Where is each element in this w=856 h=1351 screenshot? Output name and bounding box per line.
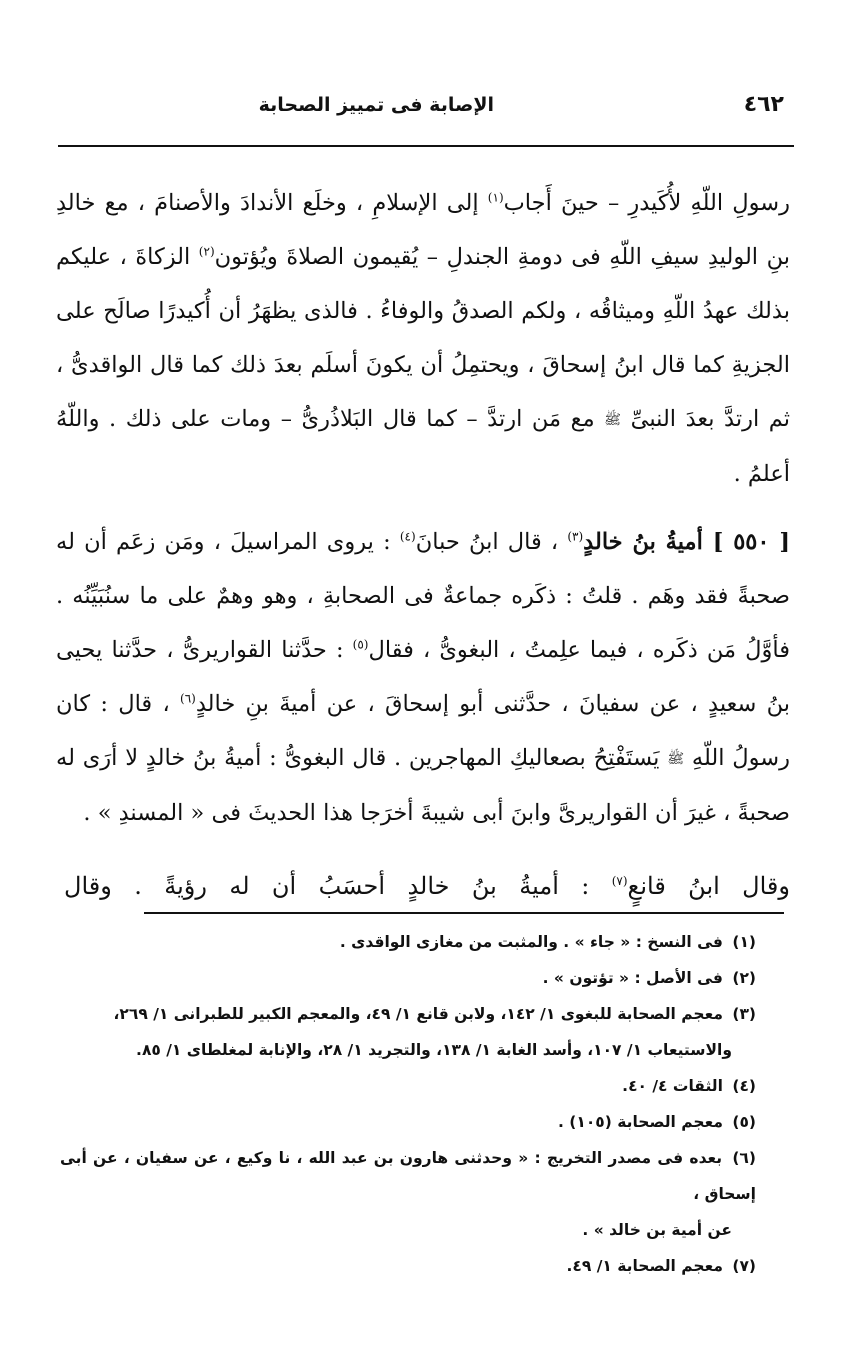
- footnote-7: [60, 1248, 756, 1284]
- paragraph-2-entry-550: [56, 515, 790, 840]
- page-header: [60, 92, 784, 132]
- text-span: وقال ابنُ قانعٍ: [627, 872, 790, 900]
- text-span: رسولِ اللّهِ لأُكَيدرِ – حينَ أَجاب: [503, 190, 790, 216]
- text-span: الزكاةَ ، عليكم بذلك عهدُ اللّهِ وميثاقُه ، ولكم الصدقُ والوفاءُ . فالذى يظهَرُ أن أُكيدرًا صالَح على الجزيةِ كما قال ابنُ إسحاقَ ، ويحتمِلُ أن يكونَ أسلَم بعدَ ذلك كما قال الواقدىُّ ، ثم ارتدَّ بعدَ النبىِّ: [56, 244, 790, 432]
- footnote-number: (٧): [732, 1257, 756, 1275]
- footnote-3-continuation: والاستيعاب ١/ ١٠٧، وأسد الغابة ١/ ١٣٨، والتجريد ١/ ٢٨، والإنابة لمغلطاى ١/ ٨٥.: [136, 1041, 732, 1059]
- entry-number: [ ٥٥٠ ]: [702, 529, 790, 555]
- text-span: : حدَّثنا القواريرىُّ ، حدَّثنا يحيى بنُ سعيدٍ ، عن سفيانَ ، حدَّثنى أبو إسحاقَ ، عن أميةَ بنِ خالدٍ: [56, 637, 790, 717]
- footnote-text: فى الأصل : « تؤتون » .: [542, 969, 723, 987]
- footnote-ref-4: (٤): [399, 529, 416, 544]
- text-span: ، قال ابنُ حبانَ: [415, 529, 568, 555]
- footnote-ref-1: (١): [487, 190, 504, 205]
- footnote-ref-2: (٢): [198, 244, 215, 259]
- text-span: إلى الإسلامِ ، وخلَع الأندادَ والأصنامَ ، مع خالدِ بنِ الوليدِ سيفِ اللّهِ فى دومةِ الجندلِ – يُقيمون الصلاةَ ويُؤتون: [56, 190, 790, 270]
- footnotes: [60, 924, 756, 1284]
- text-span: : أميةُ بنُ خالدٍ أحسَبُ أن له رؤيةً . وقال: [64, 872, 612, 900]
- footnote-text: معجم الصحابة (١٠٥) .: [558, 1113, 723, 1131]
- paragraph-gap: [56, 501, 790, 515]
- footnote-text: فى النسخ : « جاء » . والمثبت من مغازى الواقدى .: [339, 933, 723, 951]
- footnote-3: [60, 996, 756, 1032]
- footnote-2: [60, 960, 756, 996]
- entry-name: أميةُ بنُ خالدٍ: [583, 529, 703, 555]
- footnote-ref-6: (٦): [180, 691, 196, 706]
- footnote-5: [60, 1104, 756, 1140]
- text-span: يَستَفْتِحُ بصعاليكِ المهاجرين . قال البغوىُّ : أميةُ بنُ خالدٍ لا أرَى له صحبةً ، غيرَ أن القواريرىَّ وابنَ أبى شيبةَ أخرَجا هذا الحديثَ فى « المسندِ » .: [56, 745, 790, 826]
- page-number: ٤٦٢: [743, 92, 784, 117]
- footnote-number: (٦): [732, 1149, 756, 1167]
- text-span: مع مَن ارتدَّ – كما قال البَلاذُرىُّ – ومات على ذلك . واللّهُ أعلمُ .: [56, 406, 790, 487]
- footnote-4: [60, 1068, 756, 1104]
- salla-glyph: ﷺ: [604, 412, 622, 428]
- footnote-6-continuation: عن أمية بن خالد » .: [582, 1221, 732, 1239]
- footnote-number: (٣): [732, 1005, 756, 1023]
- footnote-text: معجم الصحابة للبغوى ١/ ١٤٢، ولابن قانع ١/ ٤٩، والمعجم الكبير للطبرانى ١/ ٢٦٩،: [113, 1005, 723, 1023]
- paragraph-1: [56, 176, 790, 501]
- header-rule: [58, 145, 794, 147]
- footnote-6: [60, 1140, 756, 1212]
- footnote-ref-5: (٥): [352, 637, 369, 652]
- running-title: الإصابة فى تمييز الصحابة: [258, 94, 494, 116]
- footnote-number: (٥): [732, 1113, 756, 1131]
- footnote-number: (٢): [732, 969, 756, 987]
- text-span: : يروى المراسيلَ ، ومَن زعَم أن له صحبةً فقد وهَم . قلتُ : ذكَره جماعةٌ فى الصحابةِ ، وهو وهمٌ على ما سنُبَيِّنُه . فأوَّلُ مَن ذكَره ، فيما علِمتُ ، البغوىُّ ، فقال: [56, 529, 790, 663]
- footnote-1: [60, 924, 756, 960]
- footnote-ref-3: (٣): [567, 529, 584, 544]
- footnote-text: بعده فى مصدر التخريج : « وحدثنى هارون بن عبد الله ، نا وكيع ، عن سفيان ، عن أبى إسحاق ،: [60, 1149, 756, 1203]
- footnote-text: الثقات ٤/ ٤٠.: [622, 1077, 723, 1095]
- footnote-rule: [144, 912, 784, 914]
- main-text: [56, 176, 790, 840]
- footnote-number: (١): [732, 933, 756, 951]
- footnote-number: (٤): [732, 1077, 756, 1095]
- footnote-ref-7: (٧): [611, 874, 628, 888]
- salla-glyph: ﷺ: [667, 751, 685, 767]
- paragraph-3-continuation: [64, 862, 790, 910]
- text-span: ، قال : كان رسولُ اللّهِ: [56, 691, 790, 771]
- footnote-text: معجم الصحابة ١/ ٤٩.: [566, 1257, 723, 1275]
